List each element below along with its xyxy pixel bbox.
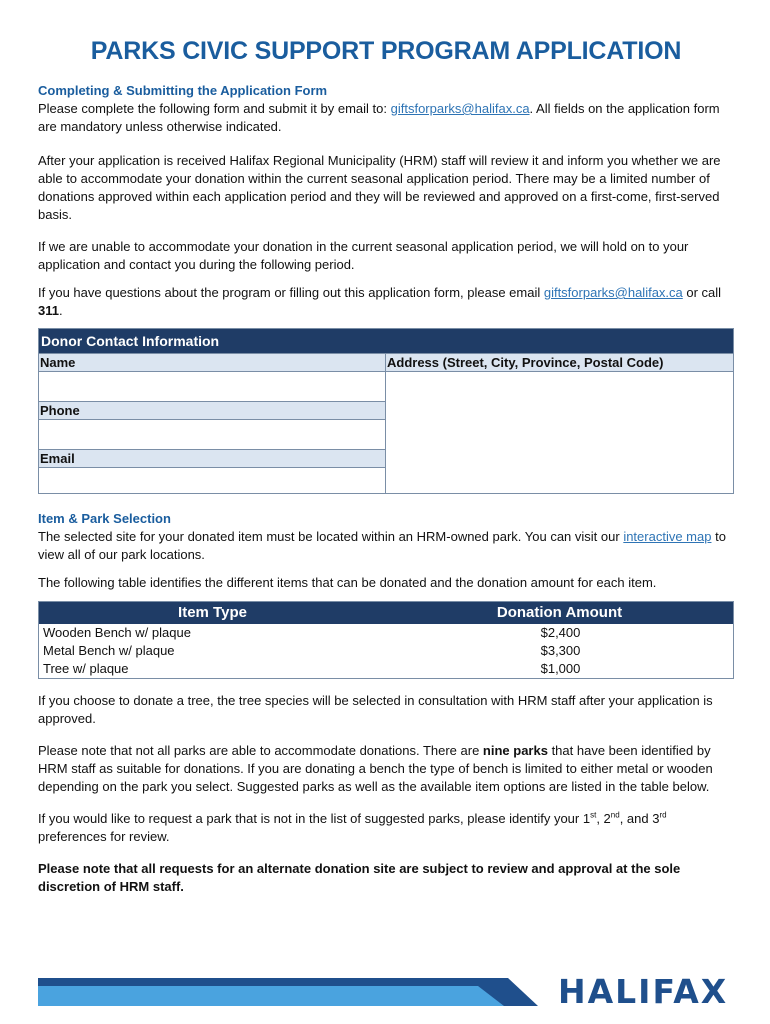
- phone-field[interactable]: [39, 420, 385, 450]
- table-row: [39, 642, 733, 660]
- interactive-map-link[interactable]: interactive map: [623, 529, 712, 544]
- header-item-type: Item Type: [178, 604, 247, 621]
- phone-number: 311: [38, 303, 59, 318]
- name-label: Name: [39, 353, 385, 372]
- address-field[interactable]: [386, 372, 733, 492]
- address-label: Address (Street, City, Province, Postal Code): [386, 353, 733, 372]
- item-section: [38, 510, 734, 592]
- amount-cell: $3,300: [540, 643, 581, 658]
- item-paragraph-1: The selected site for your donated item must be located within an HRM-owned park. You can visit our interactive map to view all of our park locations.: [38, 529, 726, 562]
- amount-cell: $1,000: [540, 661, 581, 676]
- header-donation-amount: Donation Amount: [496, 604, 623, 621]
- page-title: PARKS CIVIC SUPPORT PROGRAM APPLICATION: [90, 37, 682, 65]
- footer-bar-light: [38, 986, 504, 1006]
- email-link[interactable]: giftsforparks@halifax.ca: [390, 101, 530, 116]
- phone-label: Phone: [39, 402, 385, 420]
- halifax-logo: HALIFAX: [558, 972, 729, 1011]
- intro-paragraph-2: After your application is received Halifax Regional Municipality (HRM) staff will review it and inform you whether we are able to accommodate your donation within the current seasonal application period. There may be a limited number of donations approved within each application period and they will be reviewed and approved on a first-come, first-served basis.: [38, 153, 721, 222]
- footer-bar: [38, 978, 538, 1006]
- notes-paragraph-3: If you would like to request a park that is not in the list of suggested parks, please identify your 1st, 2nd, and 3rd preferences for review.: [38, 810, 667, 844]
- notes-paragraph-4: Please note that all requests for an alternate donation site are subject to review and approval at the sole discretion of HRM staff.: [38, 861, 681, 894]
- intro-paragraph-1: Please complete the following form and submit it by email to: giftsforparks@halifax.ca. All fields on the application form are mandatory unless otherwise indicated.: [38, 101, 720, 134]
- item-type-cell: Tree w/ plaque: [43, 661, 129, 676]
- intro-paragraph-3: If we are unable to accommodate your donation in the current seasonal application period, we will hold on to your application and contact you during the following period.: [38, 239, 689, 272]
- notes-paragraph-2: Please note that not all parks are able to accommodate donations. There are nine parks that have been identified by HRM staff as suitable for donations. If you are donating a bench the type of bench is limited to either metal or wooden depending on the park you select. Suggested parks as well as the available item options are listed in the table below.: [38, 743, 713, 794]
- intro-section: [38, 82, 734, 320]
- name-field[interactable]: [39, 372, 385, 402]
- item-type-cell: Metal Bench w/ plaque: [43, 643, 175, 658]
- amount-cell: $2,400: [540, 625, 581, 640]
- nine-parks-bold: nine parks: [482, 743, 548, 758]
- notes-section: [38, 692, 734, 896]
- item-paragraph-2: The following table identifies the different items that can be donated and the donation amount for each item.: [38, 575, 657, 590]
- item-heading: Item & Park Selection: [38, 511, 171, 526]
- donor-heading: Donor Contact Information: [39, 329, 733, 353]
- table-row: [39, 624, 733, 642]
- email-link-2[interactable]: giftsforparks@halifax.ca: [543, 285, 683, 300]
- notes-paragraph-1: If you choose to donate a tree, the tree species will be selected in consultation with HRM staff after your application is approved.: [38, 693, 713, 726]
- donation-items-table: [38, 601, 734, 679]
- donor-contact-table: [38, 328, 734, 494]
- intro-heading: Completing & Submitting the Application Form: [38, 83, 328, 98]
- intro-paragraph-4: If you have questions about the program or filling out this application form, please email giftsforparks@halifax.ca or call 311.: [38, 285, 722, 318]
- table-row: [39, 660, 733, 678]
- item-type-cell: Wooden Bench w/ plaque: [43, 625, 191, 640]
- email-field[interactable]: [39, 468, 385, 497]
- email-label: Email: [39, 450, 385, 468]
